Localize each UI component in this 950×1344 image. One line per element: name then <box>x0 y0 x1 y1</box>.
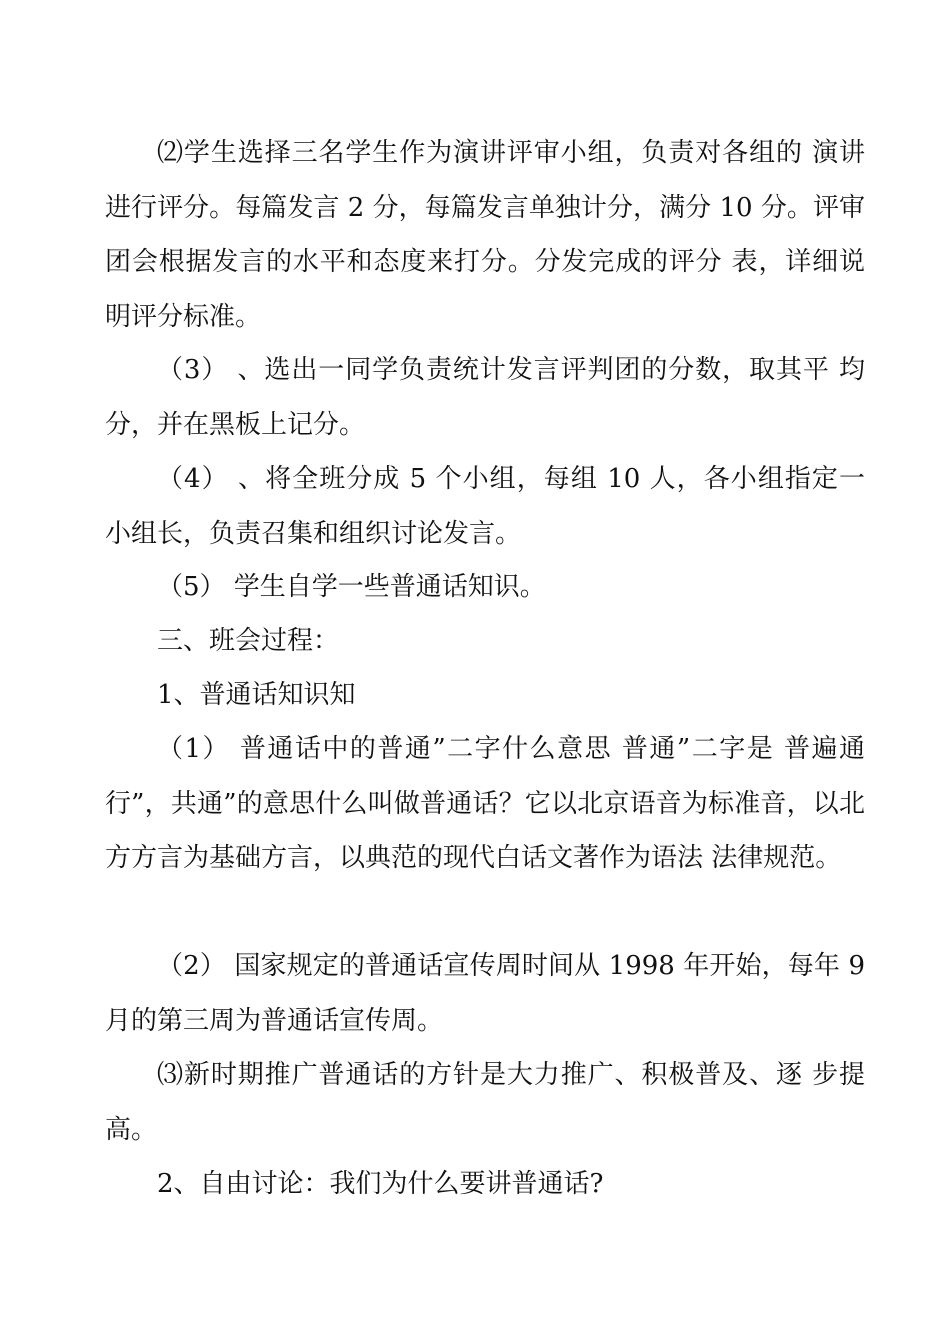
paragraph-putonghua-meaning: （1） 普通话中的普通”二字什么意思 普通”二字是 普遍通行”，共通”的意思什么叫做普通话？它以北京语音为标准音，以北方方言为基础方言，以典范的现代白话文著作为语法 法律规范。 <box>105 734 865 873</box>
subheading-putonghua-knowledge: 1、普通话知识知 <box>157 680 356 710</box>
section-heading-meeting-process: 三、班会过程： <box>157 626 340 656</box>
subheading-free-discussion: 2、自由讨论：我们为什么要讲普通话? <box>157 1169 604 1199</box>
paragraph-groups: （4） 、将全班分成 5 个小组，每组 10 人，各小组指定一 小组长，负责召集和组织讨论发言。 <box>105 464 865 549</box>
paragraph-review-panel: ⑵学生选择三名学生作为演讲评审小组，负责对各组的 演讲进行评分。每篇发言 2 分，每篇发言单独计分，满分 10 分。评审团会根据发言的水平和态度来打分。分发完成的评分 表，详细说明评分标准。 <box>105 138 865 332</box>
paragraph-self-study: （5） 学生自学一些普通话知识。 <box>157 572 546 602</box>
paragraph-score-keeper: （3） 、选出一同学负责统计发言评判团的分数，取其平 均分，并在黑板上记分。 <box>105 355 865 440</box>
paragraph-promotion-policy: ⑶新时期推广普通话的方针是大力推广、积极普及、逐 步提高。 <box>105 1060 865 1145</box>
paragraph-promotion-week: （2） 国家规定的普通话宣传周时间从 1998 年开始，每年 9 月的第三周为普通话宣传周。 <box>105 951 865 1036</box>
